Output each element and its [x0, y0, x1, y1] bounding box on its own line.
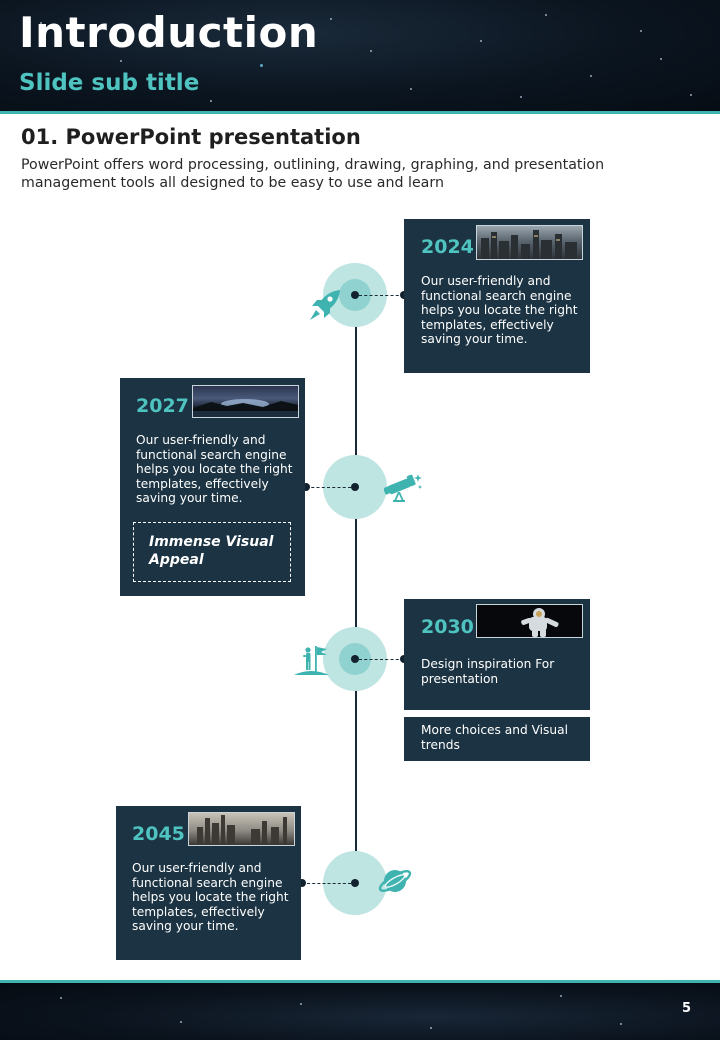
card-text: Our user-friendly and functional search engine helps you locate the right templates, effectively saving your time.	[132, 861, 289, 934]
card-year: 2027	[136, 395, 189, 417]
timeline-connector	[302, 883, 351, 884]
timeline-card-2024	[404, 219, 590, 373]
timeline-axis	[355, 295, 357, 885]
section-description: PowerPoint offers word processing, outlining, drawing, graphing, and presentation management tools all designed to be easy to use and learn	[21, 157, 605, 191]
section-heading: 01. PowerPoint presentation	[21, 125, 361, 149]
card-text: Design inspiration For presentation	[421, 657, 555, 686]
header-banner	[0, 0, 720, 111]
timeline-card-2030	[404, 599, 590, 710]
rocket-icon	[306, 286, 344, 324]
timeline-node-dot	[351, 655, 359, 663]
extra-info-card	[404, 717, 590, 761]
timeline-connector	[359, 295, 404, 296]
page-title: Introduction	[19, 8, 319, 57]
timeline-connector	[359, 659, 404, 660]
page-number: 5	[681, 1001, 691, 1016]
highlight-box	[133, 522, 291, 582]
future-city-image	[188, 812, 295, 846]
timeline-node-dot	[351, 483, 359, 491]
highlight-text: Immense Visual Appeal	[149, 534, 274, 568]
timeline-node-dot	[351, 879, 359, 887]
card-year: 2030	[421, 616, 474, 638]
timeline-card-2027	[120, 378, 305, 596]
timeline-node-dot	[351, 291, 359, 299]
extra-info-text: More choices and Visual trends	[421, 723, 568, 752]
timeline-card-2045	[116, 806, 301, 960]
timeline-connector	[306, 487, 351, 488]
night-lake-image	[192, 385, 299, 418]
flag-explorer-icon	[293, 644, 331, 678]
astronaut-image	[476, 604, 583, 638]
card-text: Our user-friendly and functional search engine helps you locate the right templates, effectively saving your time.	[136, 433, 293, 506]
card-year: 2045	[132, 823, 185, 845]
planet-icon	[377, 863, 413, 899]
header-divider	[0, 111, 720, 114]
card-text: Our user-friendly and functional search engine helps you locate the right templates, effectively saving your time.	[421, 274, 578, 347]
city-skyline-image	[476, 225, 583, 260]
footer-banner	[0, 983, 720, 1040]
telescope-icon	[384, 470, 424, 504]
page-subtitle: Slide sub title	[19, 70, 200, 96]
card-year: 2024	[421, 236, 474, 258]
